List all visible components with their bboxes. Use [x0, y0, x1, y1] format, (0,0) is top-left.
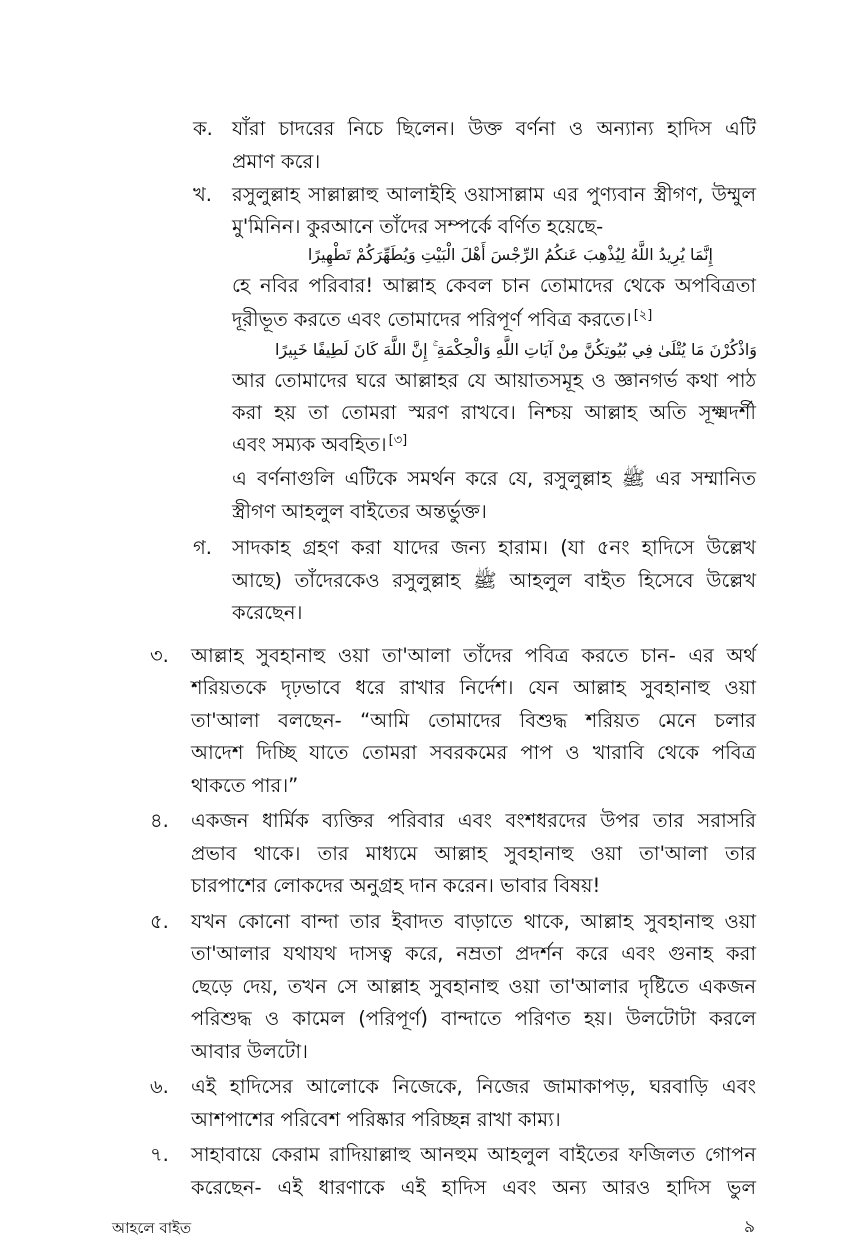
item-ka-line-1: যাঁরা চাদরের নিচে ছিলেন। উক্ত বর্ণনা ও অন্যান্য হাদিস এটি	[232, 117, 756, 140]
item-kha-line-2: মু'মিনিন। কুরআনে তাঁদের সম্পর্কে বর্ণিত হয়েছে-	[232, 215, 604, 238]
point-3-line-4: আদেশ দিচ্ছি যাতে তোমরা সবরকমের পাপ ও খারাবি থেকে পবিত্র	[191, 741, 756, 764]
item-ka-line-2: প্রমাণ করে।	[232, 150, 321, 173]
item-marker-ka: ক.	[193, 117, 213, 140]
verse-1-translation-line-1: হে নবির পরিবার! আল্লাহ কেবল চান তোমাদের থেকে অপবিত্রতা	[232, 274, 756, 297]
item-kha-line-1: রসুলুল্লাহ সাল্লাল্লাহু আলাইহি ওয়াসাল্লাম এর পুণ্যবান স্ত্রীগণ, উম্মুল	[232, 183, 756, 206]
item-ga-line-1: সাদকাহ গ্রহণ করা যাদের জন্য হারাম। (যা ৫নং হাদিসে উল্লেখ	[232, 536, 756, 559]
point-marker-4: ৪.	[150, 809, 169, 832]
point-3-line-3: তা'আলা বলছেন- “আমি তোমাদের বিশুদ্ধ শরিয়ত মেনে চলার	[191, 709, 756, 732]
point-5-line-5: আবার উলটো।	[191, 1040, 308, 1063]
verse-2-translation-line-2: করা হয় তা তোমরা স্মরণ রাখবে। নিশ্চয় আল্লাহ অতি সূক্ষ্মদর্শী	[232, 401, 756, 424]
point-3-line-5: থাকতে পার।”	[191, 774, 299, 797]
verse-1-translation-line-2	[232, 304, 652, 336]
verse-2-translation-line-3	[232, 429, 407, 461]
verse-1-translation-text: দূরীভূত করতে এবং তোমাদের পরিপূর্ণ পবিত্র করতে।	[232, 308, 632, 331]
point-5-line-1: যখন কোনো বান্দা তার ইবাদত বাড়াতে থাকে, আল্লাহ সুবহানাহু ওয়া	[191, 910, 756, 933]
point-5-line-2: তা'আলার যথাযথ দাসত্ব করে, নম্রতা প্রদর্শন করে এবং গুনাহ করা	[191, 942, 756, 965]
point-7-line-2: করেছেন- এই ধারণাকে এই হাদিস এবং অন্য আরও হাদিস ভুল	[191, 1176, 756, 1199]
item-ga-line-3: করেছেন।	[232, 601, 303, 624]
point-4-line-1: একজন ধার্মিক ব্যক্তির পরিবার এবং বংশধরদের উপর তার সরাসরি	[191, 809, 756, 832]
footnote-ref-2: [২]	[633, 308, 653, 323]
point-6-line-2: আশপাশের পরিবেশ পরিষ্কার পরিচ্ছন্ন রাখা কাম্য।	[191, 1108, 561, 1131]
point-marker-6: ৬.	[150, 1075, 169, 1098]
item-marker-ga: গ.	[193, 536, 212, 559]
footer-book-title: আহলে বাইত	[112, 1219, 192, 1237]
point-marker-5: ৫.	[150, 910, 169, 933]
point-3-line-1: আল্লাহ সুবহানাহু ওয়া তা'আলা তাঁদের পবিত্র করতে চান- এর অর্থ	[191, 644, 756, 667]
quran-verse-1: إِنَّمَا يُرِيدُ اللَّهُ لِيُذْهِبَ عَنكُمُ الرِّجْسَ أَهْلَ الْبَيْتِ وَيُطَهِّرَكُمْ تَطْهِيرًا	[307, 245, 713, 264]
point-marker-7: ৭.	[150, 1143, 169, 1166]
point-marker-3: ৩.	[150, 644, 169, 667]
point-4-line-2: প্রভাব থাকে। তার মাধ্যমে আল্লাহ সুবহানাহু ওয়া তা'আলা তার	[191, 842, 756, 865]
point-3-line-2: শরিয়তকে দৃঢ়ভাবে ধরে রাখার নির্দেশ। যেন আল্লাহ সুবহানাহু ওয়া	[191, 676, 756, 699]
point-4-line-3: চারপাশের লোকদের অনুগ্রহ দান করেন। ভাবার বিষয়!	[191, 874, 601, 897]
point-7-line-1: সাহাবায়ে কেরাম রাদিয়াল্লাহু আনহুম আহলুল বাইতের ফজিলত গোপন	[191, 1143, 756, 1166]
footnote-ref-3: [৩]	[388, 433, 408, 448]
quran-verse-2: وَاذْكُرْنَ مَا يُتْلَىٰ فِي بُيُوتِكُنَّ مِنْ آيَاتِ اللَّهِ وَالْحِكْمَةِ ۚ إِنَّ اللَّهَ كَانَ لَطِيفًا خَبِيرًا	[274, 340, 757, 359]
verse-2-translation-line-1: আর তোমাদের ঘরে আল্লাহর যে আয়াতসমূহ ও জ্ঞানগর্ভ কথা পাঠ	[232, 369, 756, 392]
point-5-line-3: ছেড়ে দেয়, তখন সে আল্লাহ সুবহানাহু ওয়া তা'আলার দৃষ্টিতে একজন	[191, 975, 756, 998]
item-marker-kha: খ.	[193, 183, 213, 206]
item-kha-note-line-1: এ বর্ণনাগুলি এটিকে সমর্থন করে যে, রসুলুল্লাহ ﷺ এর সম্মানিত	[232, 467, 756, 490]
item-ga-line-2: আছে) তাঁদেরকেও রসুলুল্লাহ ﷺ আহলুল বাইত হিসেবে উল্লেখ	[232, 569, 756, 592]
item-kha-note-line-2: স্ত্রীগণ আহলুল বাইতের অন্তর্ভুক্ত।	[232, 500, 487, 523]
point-5-line-4: পরিশুদ্ধ ও কামেল (পরিপূর্ণ) বান্দাতে পরিণত হয়। উলটোটা করলে	[191, 1007, 756, 1030]
point-6-line-1: এই হাদিসের আলোকে নিজেকে, নিজের জামাকাপড়, ঘরবাড়ি এবং	[191, 1075, 756, 1098]
verse-2-translation-text: এবং সম্যক অবহিত।	[232, 433, 387, 456]
footer-page-number: ৯	[744, 1217, 756, 1237]
